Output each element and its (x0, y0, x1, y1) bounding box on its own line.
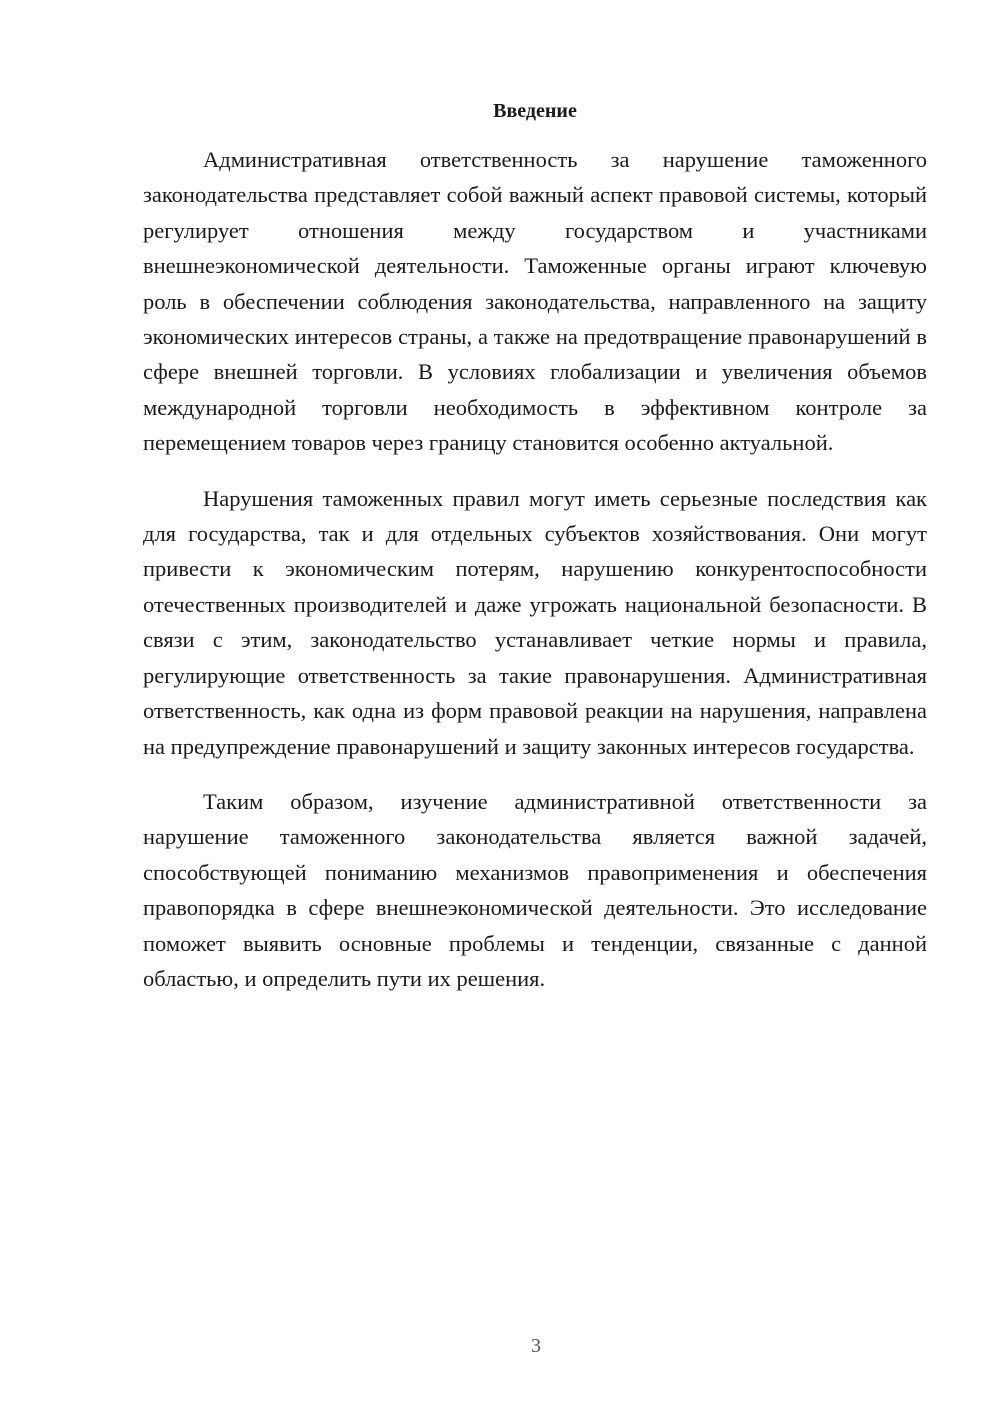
paragraph-2: Нарушения таможенных правил могут иметь серьезные последствия как для государства, так и для отдельных субъектов хозяйствования. Они могут привести к экономическим потерям, нарушению конкурентоспособности отечественных производителей и даже угрожать национальной безопасности. В связи с этим, законодательство устанавливает четкие нормы и правила, регулирующие ответственность за такие правонарушения. Административная ответственность, как одна из форм правовой реакции на нарушения, направлена на предупреждение правонарушений и защиту законных интересов государства. (143, 485, 927, 759)
page-title: Введение (493, 100, 577, 122)
paragraph-3: Таким образом, изучение административной ответственности за нарушение таможенного законодательства является важной задачей, способствующей пониманию механизмов правоприменения и обеспечения правопорядка в сфере внешнеэкономической деятельности. Это исследование поможет выявить основные проблемы и тенденции, связанные с данной областью, и определить пути их решения. (143, 788, 927, 991)
paragraph-1: Административная ответственность за нарушение таможенного законодательства представляет собой важный аспект правовой системы, который регулирует отношения между государством и участниками внешнеэкономической деятельности. Таможенные органы играют ключевую роль в обеспечении соблюдения законодательства, направленного на защиту экономических интересов страны, а также на предотвращение правонарушений в сфере внешней торговли. В условиях глобализации и увеличения объемов международной торговли необходимость в эффективном контроле за перемещением товаров через границу становится особенно актуальной. (143, 147, 927, 456)
page-number: 3 (531, 1335, 541, 1357)
body-text (143, 142, 927, 1016)
